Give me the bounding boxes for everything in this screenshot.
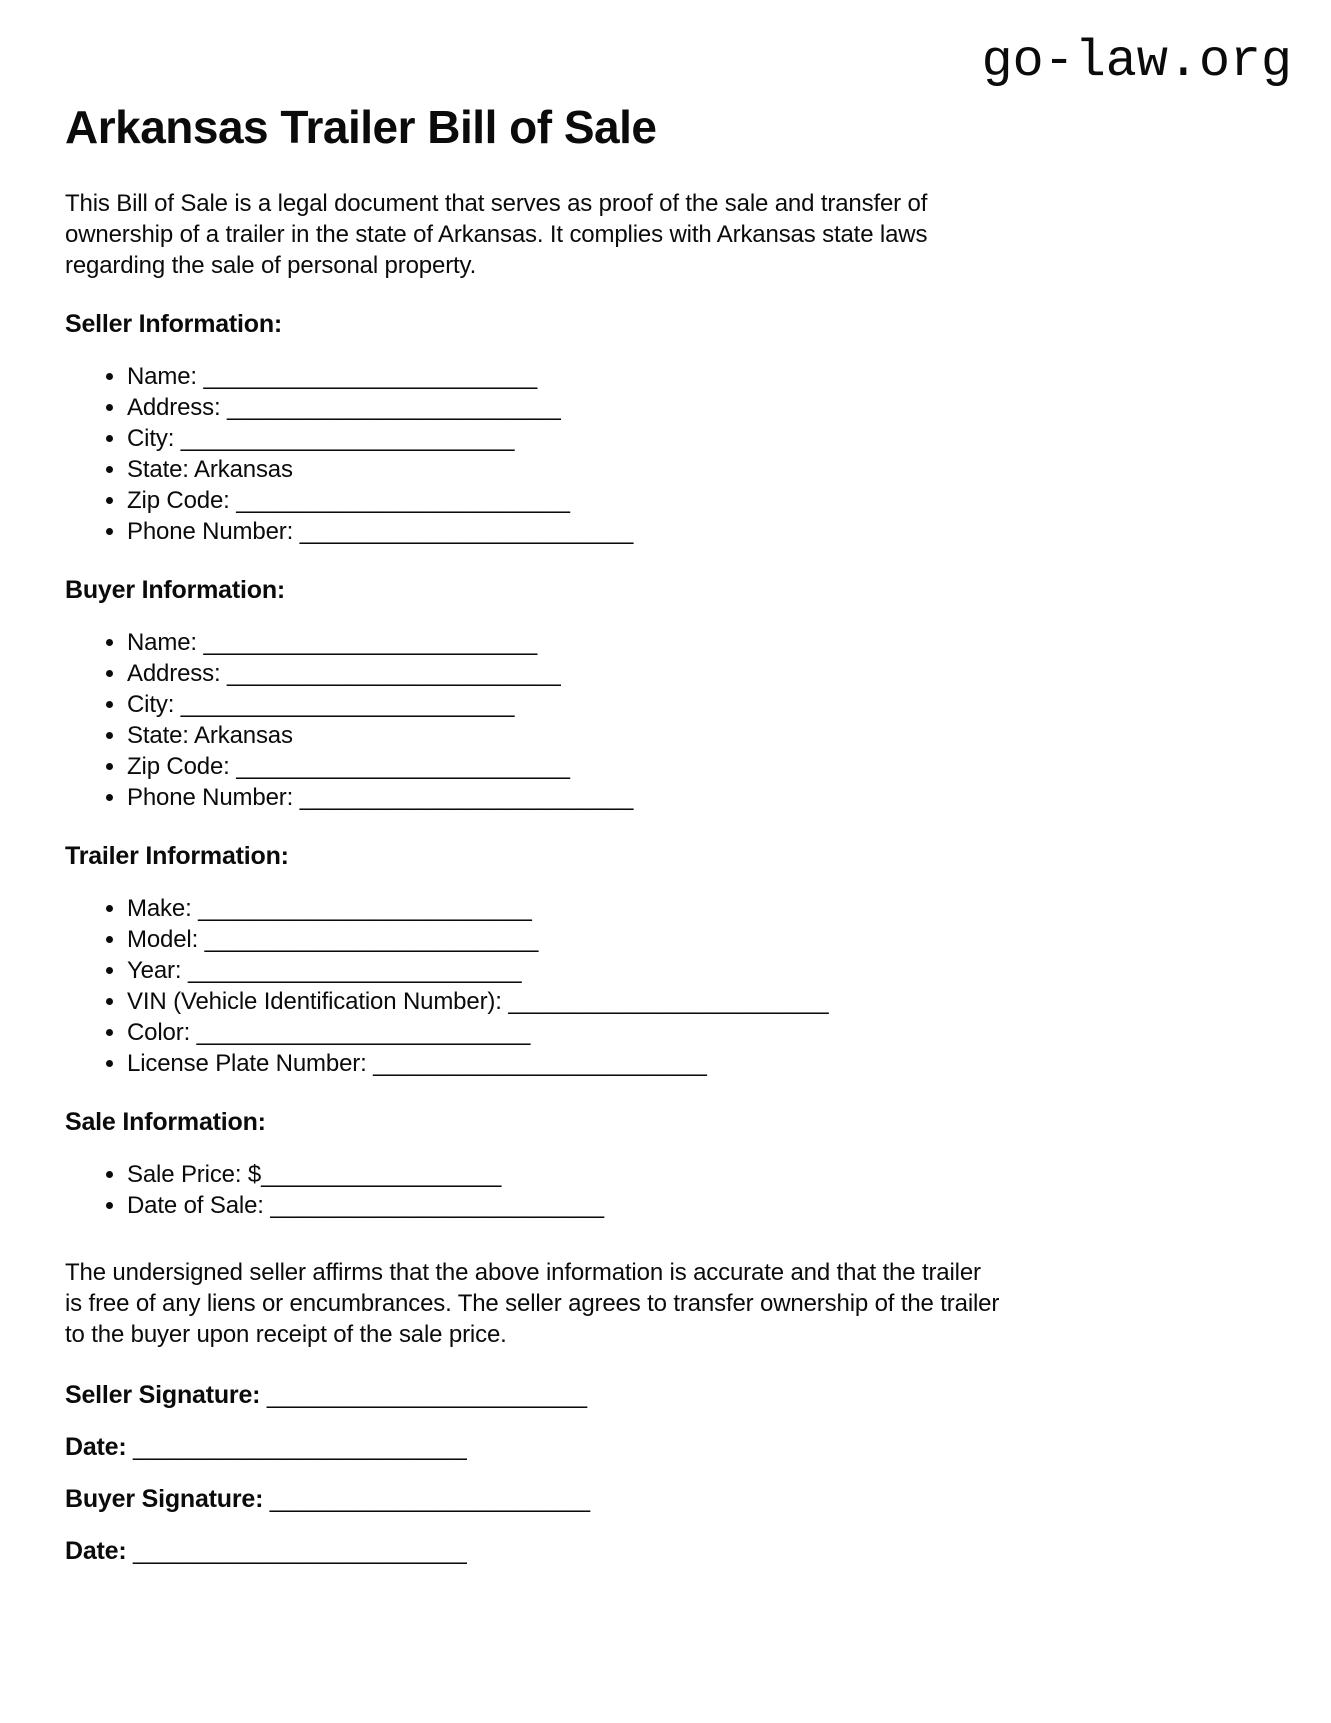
signature-blank-line: _________________________ [133,1434,467,1461]
signature-blank-line: ________________________ [266,1382,588,1409]
seller-city-item [127,423,1266,454]
sale-date-item [127,1190,1266,1221]
signature-label: Seller Signature: [65,1381,261,1409]
field-blank-line: _________________________ [299,518,634,545]
field-blank-line: _________________________ [299,784,634,811]
trailer-information-list [65,893,1266,1079]
buyer-name-item [127,627,1266,658]
field-label: State: [127,456,189,483]
field-label: City: [127,425,175,452]
field-label: State: [127,722,189,749]
page-title: Arkansas Trailer Bill of Sale [65,101,657,153]
field-blank-line: _________________________ [236,487,570,514]
buyer-zip-item [127,751,1266,782]
buyer-state-item [127,720,1266,751]
affirmation-line: The undersigned seller affirms that the above information is accurate and that the trailer [65,1259,981,1286]
trailer-model-item [127,924,1266,955]
field-blank-line: _________________________ [180,425,515,452]
field-label: Sale Price: $ [127,1161,262,1188]
trailer-plate-item [127,1048,1266,1079]
trailer-color-item [127,1017,1266,1048]
field-blank-line: _________________________ [236,753,570,780]
field-value: Arkansas [194,722,293,749]
field-label: Zip Code: [127,487,230,514]
field-blank-line: __________________ [261,1161,502,1188]
field-label: Address: [127,394,221,421]
seller-state-item [127,454,1266,485]
field-blank-line: _________________________ [227,394,561,421]
signature-label: Buyer Signature: [65,1485,264,1513]
affirmation-line: is free of any liens or encumbrances. The seller agrees to transfer ownership of the trailer [65,1290,1000,1317]
field-label: Name: [127,363,197,390]
field-blank-line: _________________________ [373,1050,707,1077]
field-blank-line: ________________________ [508,988,829,1015]
field-blank-line: _________________________ [270,1192,605,1219]
field-label: Year: [127,957,182,984]
field-label: Name: [127,629,197,656]
seller-phone-item [127,516,1266,547]
field-blank-line: _________________________ [198,895,532,922]
field-label: Phone Number: [127,518,294,545]
seller-information-list [65,361,1266,547]
intro-line: regarding the sale of personal property. [65,252,477,279]
field-value: Arkansas [194,456,293,483]
affirmation-paragraph [65,1257,1266,1350]
field-label: Phone Number: [127,784,294,811]
sale-information-heading: Sale Information: [65,1108,266,1136]
sale-price-item [127,1159,1266,1190]
field-label: Zip Code: [127,753,230,780]
seller-address-item [127,392,1266,423]
signature-blank-line: _________________________ [133,1538,467,1565]
seller-zip-item [127,485,1266,516]
field-label: Date of Sale: [127,1192,264,1219]
affirmation-line: to the buyer upon receipt of the sale price. [65,1321,507,1348]
intro-line: This Bill of Sale is a legal document that serves as proof of the sale and transfer of [65,190,928,217]
field-blank-line: _________________________ [227,660,561,687]
trailer-vin-item [127,986,1266,1017]
signature-blank-line: ________________________ [269,1486,591,1513]
signature-label: Date: [65,1537,127,1565]
field-blank-line: _________________________ [204,926,539,953]
signature-label: Date: [65,1433,127,1461]
seller-signature-row [65,1380,1266,1411]
field-blank-line: _________________________ [203,629,538,656]
field-blank-line: _________________________ [203,363,538,390]
buyer-information-list [65,627,1266,813]
sale-information-list [65,1159,1266,1221]
buyer-phone-item [127,782,1266,813]
field-blank-line: _________________________ [187,957,522,984]
seller-name-item [127,361,1266,392]
field-label: Make: [127,895,192,922]
field-blank-line: _________________________ [180,691,515,718]
buyer-address-item [127,658,1266,689]
trailer-year-item [127,955,1266,986]
seller-information-heading: Seller Information: [65,310,283,338]
trailer-information-heading: Trailer Information: [65,842,289,870]
seller-date-row [65,1432,1266,1463]
intro-paragraph [65,188,1266,281]
trailer-make-item [127,893,1266,924]
buyer-signature-row [65,1484,1266,1515]
field-blank-line: _________________________ [196,1019,531,1046]
field-label: Address: [127,660,221,687]
field-label: Model: [127,926,199,953]
intro-line: ownership of a trailer in the state of Arkansas. It complies with Arkansas state laws [65,221,928,248]
field-label: VIN (Vehicle Identification Number): [127,988,502,1015]
field-label: License Plate Number: [127,1050,367,1077]
signature-block [65,1380,1266,1567]
field-label: Color: [127,1019,191,1046]
buyer-information-heading: Buyer Information: [65,576,286,604]
buyer-city-item [127,689,1266,720]
site-logo: go-law.org [981,32,1292,91]
buyer-date-row [65,1536,1266,1567]
field-label: City: [127,691,175,718]
